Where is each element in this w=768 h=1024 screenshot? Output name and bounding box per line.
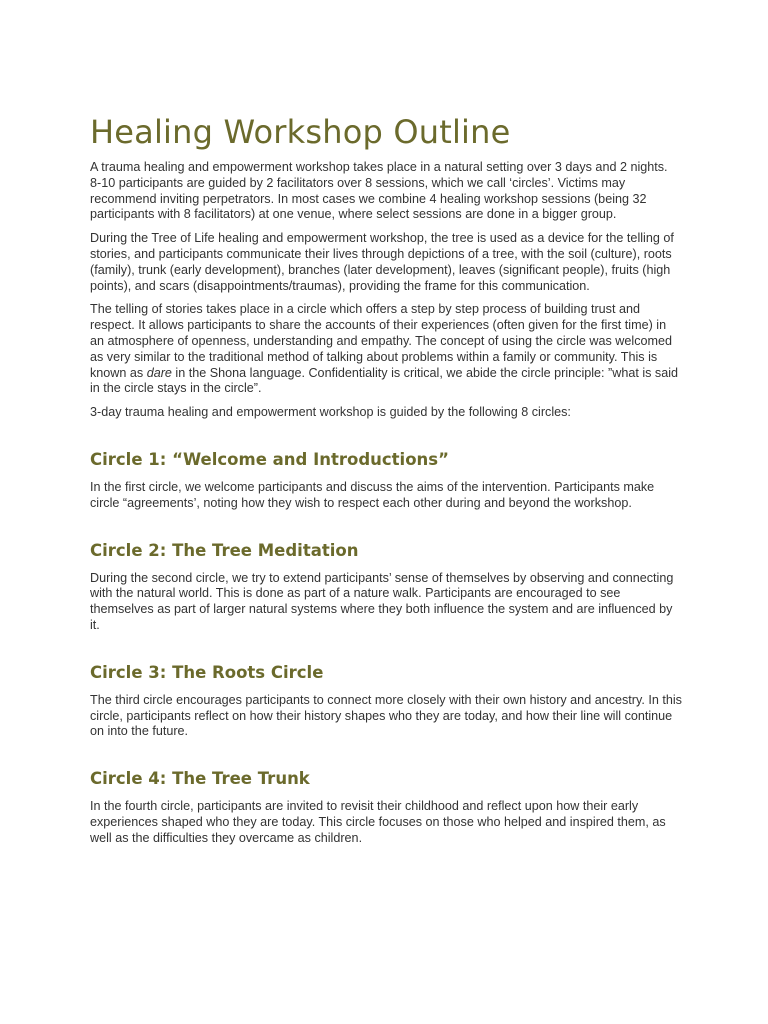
document-page	[90, 112, 682, 855]
intro-paragraph-2: During the Tree of Life healing and empowerment workshop, the tree is used as a device for the telling of stories, and participants communicate their lives through depictions of a tree, with the soil (culture), roots (family), trunk (early development), branches (later development), leaves (significant people), fruits (high points), and scars (disappointments/traumas), providing the frame for this communication.	[90, 231, 674, 293]
circle-1-body: In the first circle, we welcome participants and discuss the aims of the intervention. Participants make circle “agreements’, noting how they wish to respect each other during and beyond the workshop.	[90, 479, 655, 510]
circle-paragraph	[90, 302, 682, 397]
circle-2-body: During the second circle, we try to extend participants’ sense of themselves by observing and connecting with the natural world. This is done as part of a nature walk. Participants are encouraged to see themselves as part of larger natural systems where they both influence the system and are influenced by it.	[90, 570, 674, 632]
circle-2-heading: Circle 2: The Tree Meditation	[90, 540, 359, 560]
circle-3-heading: Circle 3: The Roots Circle	[90, 662, 324, 682]
circle-paragraph-after: in the Shona language. Confidentiality is critical, we abide the circle principle: ”what is said in the circle stays in the circle”.	[90, 365, 679, 396]
circle-paragraph-before: The telling of stories takes place in a circle which offers a step by step process of building trust and respect. It allows participants to share the accounts of their experiences (often given for the first time) in an atmosphere of openness, understanding and empathy. The concept of using the circle was welcomed as very similar to the traditional method of talking about problems within a family or community. This is known as	[90, 302, 672, 380]
dare-term: dare	[146, 365, 172, 380]
lead-paragraph: 3-day trauma healing and empowerment workshop is guided by the following 8 circles:	[90, 405, 571, 420]
circle-4-body: In the fourth circle, participants are invited to revisit their childhood and reflect upon how their early experiences shaped who they are today. This circle focuses on those who helped and inspired them, as well as the difficulties they overcame as children.	[90, 799, 666, 845]
page-title: Healing Workshop Outline	[90, 113, 511, 151]
circle-1-heading: Circle 1: “Welcome and Introductions”	[90, 449, 449, 469]
circle-3-body: The third circle encourages participants to connect more closely with their own history and ancestry. In this circle, participants reflect on how their history shapes who they are today, and how their line will continue on into the future.	[90, 692, 682, 739]
circle-4-heading: Circle 4: The Tree Trunk	[90, 769, 310, 789]
intro-paragraph-1: A trauma healing and empowerment workshop takes place in a natural setting over 3 days and 2 nights. 8-10 participants are guided by 2 facilitators over 8 sessions, which we call ‘circles’. Victims may recommend inviting perpetrators. In most cases we combine 4 healing workshop sessions (being 32 participants with 8 facilitators) at one venue, where select sessions are done in a bigger group.	[90, 160, 668, 222]
